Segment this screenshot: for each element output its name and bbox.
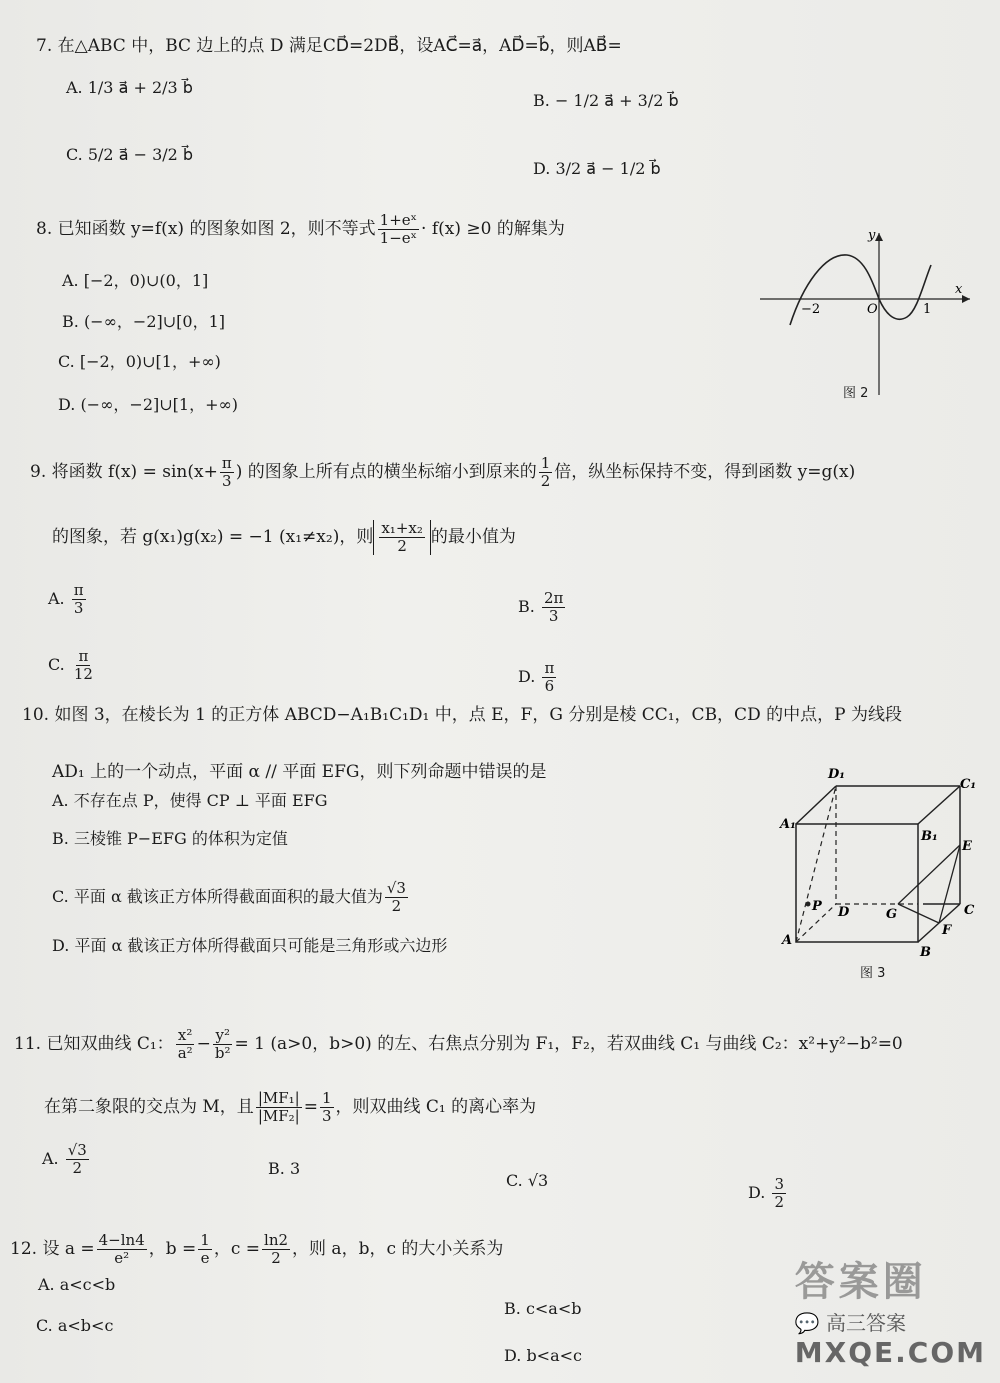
watermark-account: 💬 高三答案 <box>794 1311 907 1335</box>
svg-text:C: C <box>964 903 975 918</box>
wechat-icon: 💬 <box>794 1311 827 1335</box>
cube-front-face <box>796 824 918 942</box>
y-axis-arrow-icon <box>875 233 883 241</box>
q8-fraction: $\frac{\text{1+eˣ}}{\text{1−eˣ}}$ <box>379 211 418 247</box>
q12-option-c: C. a<b<c <box>36 1316 114 1335</box>
figure-3-cube <box>778 762 988 962</box>
q11-option-d: D. $\frac{3}{2}$ <box>748 1175 784 1211</box>
svg-text:B₁: B₁ <box>921 829 938 844</box>
q9-option-c: C. $\frac{\pi}{12}$ <box>48 647 93 683</box>
q12-option-d: D. b<a<c <box>504 1346 582 1365</box>
x-axis-arrow-icon <box>962 295 970 303</box>
tick-one: 1 <box>923 302 932 317</box>
figure-2-graph <box>755 225 980 405</box>
q11-stem-line1: 11. 已知双曲线 C₁： $\frac{\text{x²}}{\text{a²}}$ − $\frac{\text{y²}}{\text{b²}}$ = 1 (a>0，b>0) 的左、右焦点分别为 F₁，F₂，若双曲线 C₁ 与曲线 C₂：x²+y²−b²=0 <box>14 1026 903 1062</box>
watermark-url: MXQE.COM <box>794 1336 986 1369</box>
q7-option-b: B. − 1/2 a⃗ + 3/2 b⃗ <box>533 91 679 110</box>
q9-stem-line1: 9. 将函数 f(x) = sin(x+ $\frac{\pi}{3}$ ) 的图象上所有点的横坐标缩小到原来的 $\frac{1}{2}$ 倍，纵坐标保持不变，得到函数 y=g(x) <box>30 454 856 490</box>
q7-option-d: D. 3/2 a⃗ − 1/2 b⃗ <box>533 159 661 178</box>
segment-ad1 <box>796 786 836 942</box>
svg-text:A₁: A₁ <box>780 817 796 832</box>
watermark-logo: 答案圈 <box>794 1259 927 1305</box>
svg-text:E: E <box>962 839 972 854</box>
q10-stem-line1: 10. 如图 3，在棱长为 1 的正方体 ABCD−A₁B₁C₁D₁ 中，点 E，F，G 分别是棱 CC₁，CB，CD 的中点，P 为线段 <box>22 705 902 725</box>
q7-option-c: C. 5/2 a⃗ − 3/2 b⃗ <box>66 145 194 164</box>
q11-option-c: C. √3 <box>506 1171 549 1190</box>
svg-text:D: D <box>838 905 850 920</box>
q8-option-a: A. [−2，0)∪(0，1] <box>62 271 209 290</box>
x-axis-label: x <box>955 282 963 297</box>
q9-option-a: A. $\frac{\pi}{3}$ <box>48 581 84 617</box>
svg-text:B: B <box>920 945 931 960</box>
q9-stem-line2: 的图象，若 g(x₁)g(x₂) = −1 (x₁≠x₂)，则 $\frac{\text{x₁+x₂}}{2}$ 的最小值为 <box>52 519 516 555</box>
q10-stem-line2: AD₁ 上的一个动点，平面 α // 平面 EFG，则下列命题中错误的是 <box>52 762 547 782</box>
q9-option-d: D. $\frac{\pi}{6}$ <box>518 659 555 695</box>
abs-value: $\frac{\text{x₁+x₂}}{2}$ <box>373 520 431 555</box>
q12-stem: 12. 设 a = $\frac{4-\ln 4}{\text{e²}}$ ，b = $\frac{1}{e}$ ，c = $\frac{\ln 2}{2}$ ，则 a，b，c 的大小关系为 <box>10 1231 504 1267</box>
svg-text:G: G <box>886 907 898 922</box>
svg-text:P: P <box>812 899 822 914</box>
svg-text:C₁: C₁ <box>960 777 977 792</box>
q12-option-a: A. a<c<b <box>38 1275 116 1294</box>
q8-stem: 8. 已知函数 y=f(x) 的图象如图 2，则不等式 $\frac{\text{1+eˣ}}{\text{1−eˣ}}$ · f(x) ≥0 的解集为 <box>36 211 565 247</box>
tick-minus-two: −2 <box>801 302 821 317</box>
figure-2-caption: 图 2 <box>843 386 869 401</box>
q12-option-b: B. c<a<b <box>504 1299 582 1318</box>
svg-text:A: A <box>782 933 793 948</box>
q8-option-b: B. (−∞，−2]∪[0，1] <box>62 312 225 331</box>
q10-option-a: A. 不存在点 P，使得 CP ⊥ 平面 EFG <box>52 791 328 810</box>
svg-text:F: F <box>942 923 952 938</box>
point-p <box>806 902 811 907</box>
q11-option-b: B. 3 <box>268 1159 301 1178</box>
q10-option-b: B. 三棱锥 P−EFG 的体积为定值 <box>52 829 288 848</box>
watermark <box>795 1250 986 1369</box>
figure-3-caption: 图 3 <box>860 966 886 981</box>
segment-ge <box>898 845 960 904</box>
svg-text:D₁: D₁ <box>828 767 845 782</box>
q11-stem-line2: 在第二象限的交点为 M，且 $\frac{\text{|MF₁|}}{\text{|MF₂|}}$ = $\frac{1}{3}$ ，则双曲线 C₁ 的离心率为 <box>44 1089 537 1125</box>
q9-option-b: B. $\frac{2\pi}{3}$ <box>518 589 564 625</box>
q7-option-a: A. 1/3 a⃗ + 2/3 b⃗ <box>66 78 193 97</box>
q7-stem: 7. 在△ABC 中，BC 边上的点 D 满足CD⃗=2DB⃗，设AC⃗=a⃗，AD⃗=b⃗，则AB⃗= <box>36 36 622 56</box>
q10-option-c: C. 平面 α 截该正方体所得截面面积的最大值为 $\frac{√3}{2}$ <box>52 879 406 915</box>
segment-ef <box>939 845 960 923</box>
q10-option-d: D. 平面 α 截该正方体所得截面只可能是三角形或六边形 <box>52 936 448 955</box>
q11-option-a: A. $\frac{√3}{2}$ <box>42 1141 87 1177</box>
q8-option-c: C. [−2，0)∪[1，+∞) <box>58 352 221 371</box>
q8-option-d: D. (−∞，−2]∪[1，+∞) <box>58 395 239 414</box>
origin-label: O <box>867 302 878 317</box>
y-axis-label: y <box>868 228 876 243</box>
